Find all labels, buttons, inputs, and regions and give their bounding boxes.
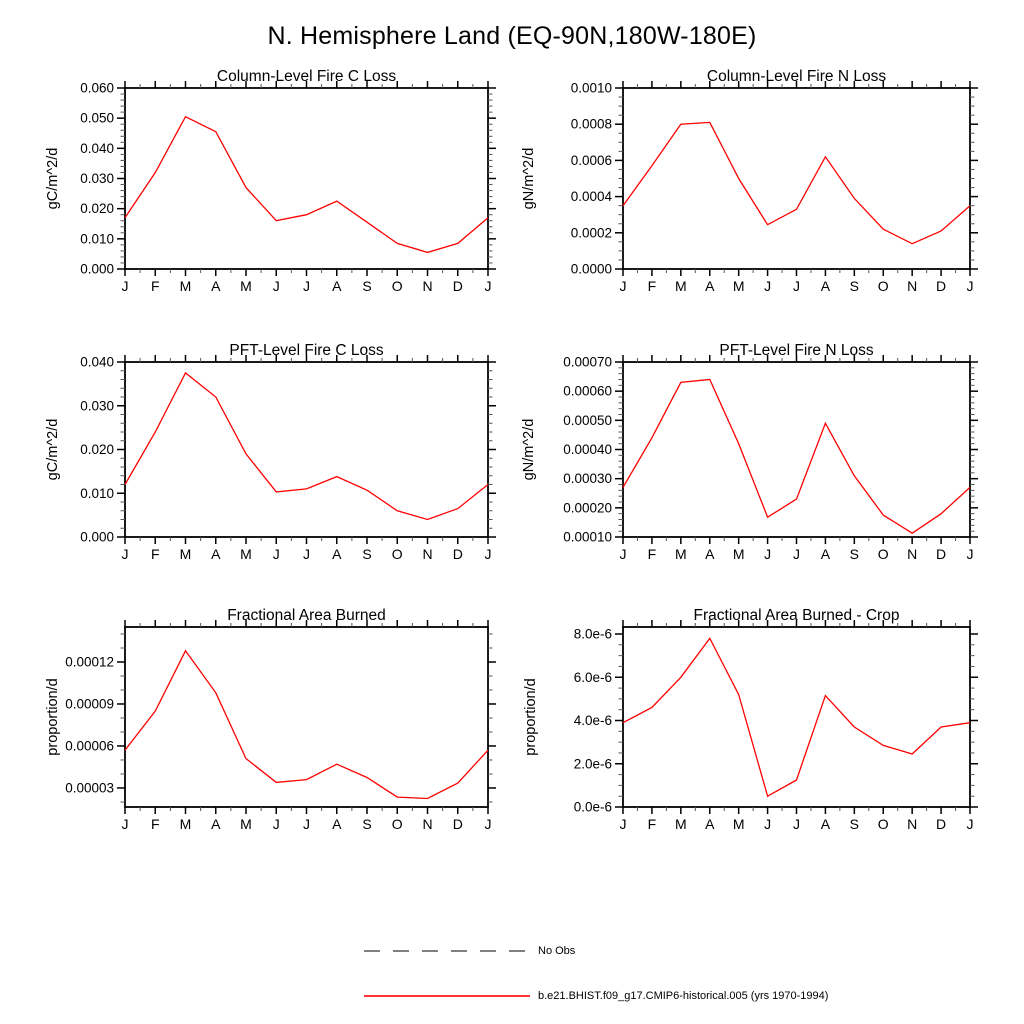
- y-tick-label: 0.00030: [563, 471, 612, 487]
- month-label: D: [936, 546, 947, 562]
- y-tick-label: 0.00060: [563, 383, 612, 399]
- y-tick-label: 0.00070: [563, 354, 612, 370]
- y-tick-label: 2.0e-6: [573, 756, 612, 772]
- panel-title: Column-Level Fire C Loss: [216, 68, 397, 85]
- month-label: O: [391, 278, 403, 294]
- legend-model-line: [364, 995, 530, 997]
- y-tick-label: 0.0008: [570, 116, 612, 132]
- y-axis-label: proportion/d: [45, 678, 61, 756]
- month-label: N: [907, 816, 918, 832]
- month-label: A: [705, 546, 715, 562]
- month-label: A: [211, 816, 221, 832]
- month-label: N: [907, 278, 918, 294]
- month-label: J: [619, 278, 627, 294]
- month-label: D: [452, 816, 463, 832]
- y-tick-label: 0.050: [80, 110, 114, 126]
- month-label: N: [422, 816, 433, 832]
- y-tick-label: 6.0e-6: [573, 669, 612, 685]
- month-label: M: [240, 546, 252, 562]
- panel-4: [521, 342, 978, 562]
- y-axis-label: gC/m^2/d: [45, 418, 61, 481]
- y-tick-label: 0.0002: [570, 225, 612, 241]
- y-tick-label: 0.040: [80, 354, 114, 370]
- month-label: S: [362, 816, 372, 832]
- y-tick-label: 0.00020: [563, 500, 612, 516]
- y-tick-label: 0.000: [80, 529, 114, 545]
- month-label: A: [332, 546, 342, 562]
- plot-frame: [125, 362, 488, 537]
- data-line: [125, 117, 488, 253]
- legend-model-label: b.e21.BHIST.f09_g17.CMIP6-historical.005 (yrs 1970-1994): [538, 990, 829, 1002]
- data-line: [125, 651, 488, 799]
- data-line: [125, 373, 488, 520]
- month-label: J: [793, 546, 800, 562]
- month-label: M: [674, 546, 687, 562]
- panel-2: [521, 68, 978, 294]
- panel-5: [45, 607, 496, 832]
- month-label: J: [793, 278, 800, 294]
- month-label: M: [240, 816, 252, 832]
- month-label: F: [150, 816, 160, 832]
- panel-1: [45, 68, 496, 294]
- month-label: A: [705, 816, 715, 832]
- y-tick-label: 0.040: [80, 140, 114, 156]
- y-tick-label: 0.0010: [570, 80, 612, 96]
- panel-3: [45, 342, 496, 562]
- month-label: S: [849, 546, 860, 562]
- panel-title: PFT-Level Fire C Loss: [229, 342, 384, 359]
- plot-frame: [125, 88, 488, 269]
- month-label: M: [732, 546, 745, 562]
- month-label: J: [303, 278, 310, 294]
- main-title: N. Hemisphere Land (EQ-90N,180W-180E): [267, 22, 757, 50]
- month-label: D: [936, 278, 947, 294]
- y-tick-label: 0.0004: [570, 189, 612, 205]
- y-tick-label: 0.010: [80, 485, 114, 501]
- month-label: J: [484, 816, 492, 832]
- month-label: J: [303, 546, 310, 562]
- y-tick-label: 0.0e-6: [573, 799, 612, 815]
- month-label: S: [849, 278, 860, 294]
- month-label: A: [332, 278, 342, 294]
- month-label: F: [150, 546, 160, 562]
- month-label: O: [877, 278, 889, 294]
- month-label: J: [272, 816, 280, 832]
- month-label: J: [272, 546, 280, 562]
- y-tick-label: 0.00012: [65, 654, 114, 670]
- y-tick-label: 0.020: [80, 442, 114, 457]
- month-label: S: [849, 816, 860, 832]
- month-label: M: [240, 278, 252, 294]
- y-tick-label: 0.020: [80, 201, 114, 217]
- month-label: N: [422, 546, 433, 562]
- month-label: J: [121, 546, 129, 562]
- y-axis-label: gN/m^2/d: [521, 147, 537, 210]
- y-tick-label: 0.060: [80, 80, 114, 96]
- month-label: J: [121, 816, 129, 832]
- month-label: J: [764, 816, 772, 832]
- month-label: A: [820, 816, 831, 832]
- month-label: J: [619, 546, 627, 562]
- y-tick-label: 0.0000: [570, 261, 612, 277]
- month-label: J: [966, 278, 974, 294]
- month-label: A: [705, 278, 715, 294]
- month-label: J: [484, 278, 492, 294]
- month-label: J: [303, 816, 310, 832]
- month-label: O: [391, 546, 403, 562]
- y-tick-label: 0.00010: [563, 529, 612, 545]
- month-label: J: [966, 816, 974, 832]
- month-label: J: [764, 546, 772, 562]
- panel-title: Fractional Area Burned: [227, 607, 386, 624]
- y-tick-label: 0.00003: [65, 780, 114, 796]
- month-label: M: [179, 278, 192, 294]
- month-label: F: [647, 278, 657, 294]
- month-label: M: [732, 278, 745, 294]
- y-tick-label: 0.00050: [563, 412, 612, 428]
- month-label: D: [452, 546, 463, 562]
- month-label: M: [179, 816, 192, 832]
- data-line: [623, 638, 970, 796]
- month-label: J: [793, 816, 800, 832]
- legend-no-obs-line: [364, 950, 530, 952]
- data-line: [623, 380, 970, 534]
- y-tick-label: 0.00040: [563, 442, 612, 457]
- panel-title: Column-Level Fire N Loss: [706, 68, 887, 85]
- month-label: F: [647, 546, 657, 562]
- month-label: N: [422, 278, 433, 294]
- legend-no-obs-label: No Obs: [538, 945, 576, 957]
- month-label: J: [484, 546, 492, 562]
- month-label: S: [362, 546, 372, 562]
- month-label: A: [820, 278, 831, 294]
- y-tick-label: 0.0006: [570, 152, 612, 168]
- plot-frame: [623, 362, 970, 537]
- month-label: M: [179, 546, 192, 562]
- month-label: A: [211, 278, 221, 294]
- y-axis-label: gN/m^2/d: [521, 418, 537, 481]
- month-label: J: [121, 278, 129, 294]
- y-axis-label: proportion/d: [523, 678, 539, 756]
- month-label: S: [362, 278, 372, 294]
- y-tick-label: 4.0e-6: [573, 713, 612, 729]
- panel-title: PFT-Level Fire N Loss: [719, 342, 874, 359]
- y-tick-label: 0.010: [80, 231, 114, 247]
- y-tick-label: 0.000: [80, 261, 114, 277]
- month-label: O: [391, 816, 403, 832]
- month-label: A: [820, 546, 831, 562]
- month-label: O: [877, 816, 889, 832]
- panel-6: [523, 607, 978, 832]
- month-label: J: [764, 278, 772, 294]
- y-tick-label: 8.0e-6: [573, 626, 612, 642]
- month-label: F: [647, 816, 657, 832]
- month-label: J: [272, 278, 280, 294]
- month-label: F: [150, 278, 160, 294]
- y-tick-label: 0.030: [80, 171, 114, 186]
- y-axis-label: gC/m^2/d: [45, 147, 61, 210]
- month-label: J: [619, 816, 627, 832]
- data-line: [623, 122, 970, 243]
- month-label: N: [907, 546, 918, 562]
- y-tick-label: 0.00006: [65, 738, 114, 754]
- month-label: O: [877, 546, 889, 562]
- month-label: D: [936, 816, 947, 832]
- y-tick-label: 0.00009: [65, 696, 114, 712]
- month-label: J: [966, 546, 974, 562]
- month-label: A: [211, 546, 221, 562]
- month-label: D: [452, 278, 463, 294]
- month-label: A: [332, 816, 342, 832]
- month-label: M: [732, 816, 745, 832]
- panel-title: Fractional Area Burned - Crop: [693, 607, 900, 624]
- y-tick-label: 0.030: [80, 398, 114, 414]
- month-label: M: [674, 816, 687, 832]
- month-label: M: [674, 278, 687, 294]
